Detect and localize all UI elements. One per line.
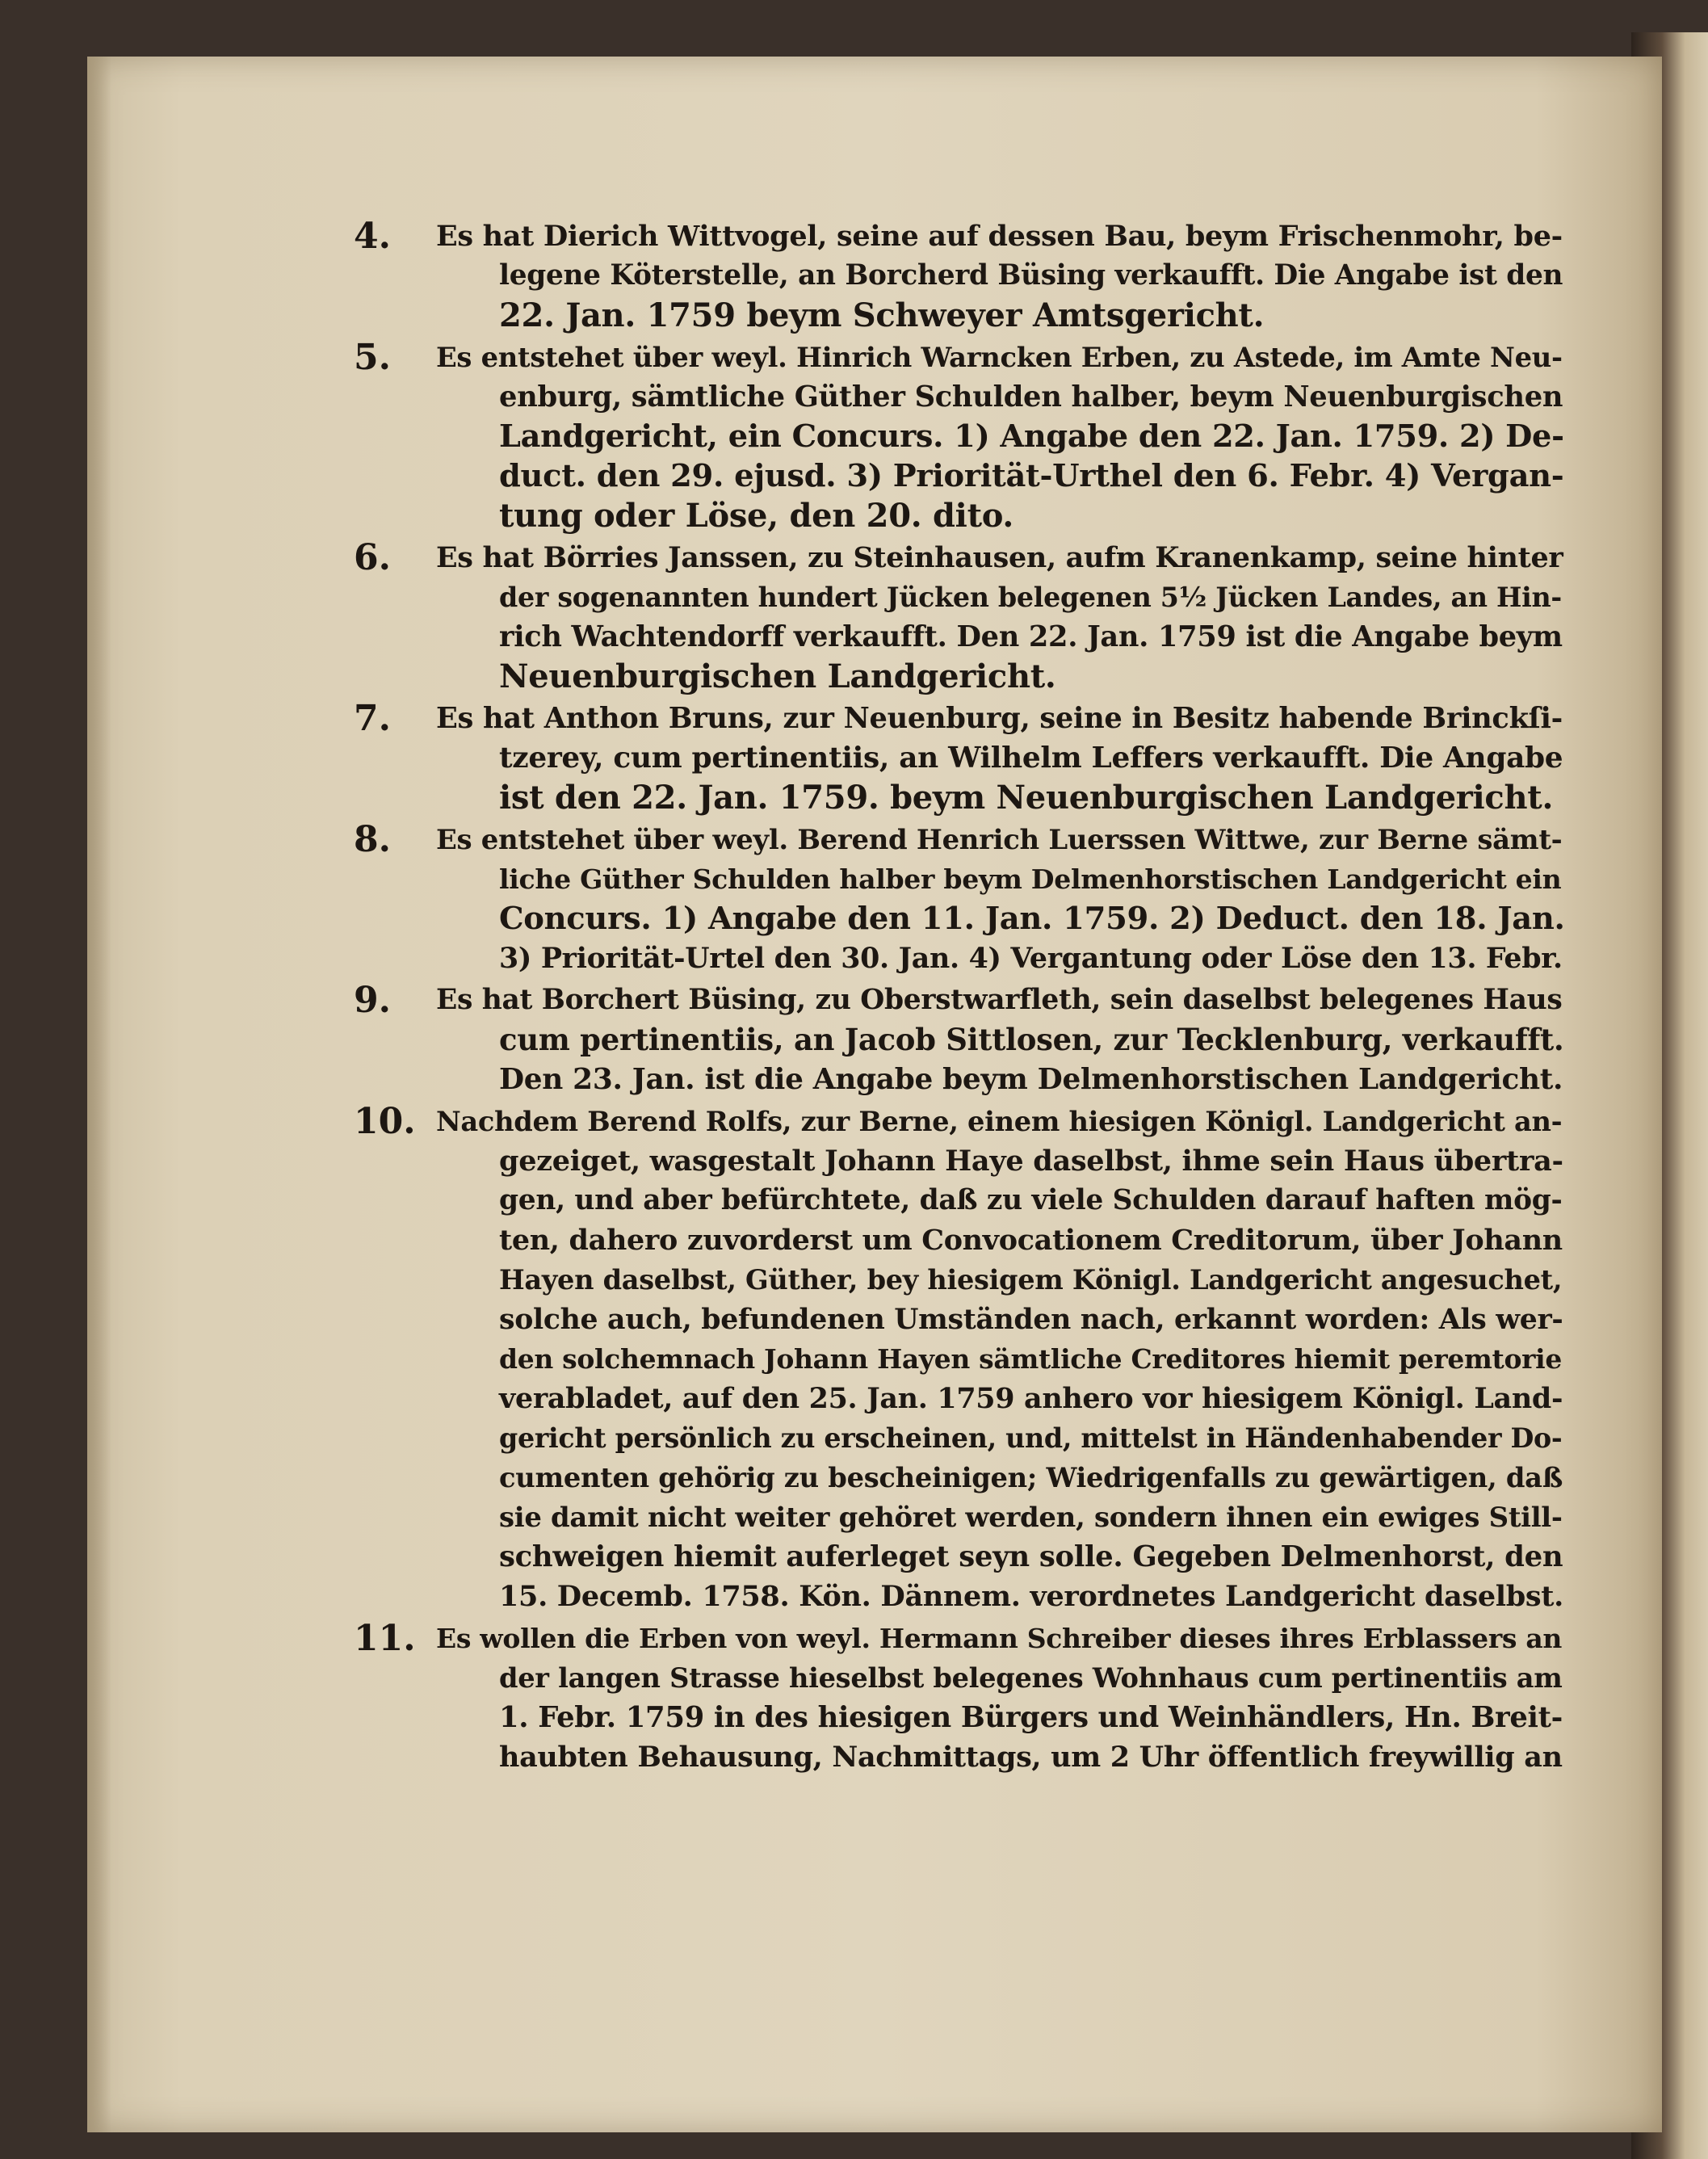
page-edge — [87, 57, 111, 2132]
text-line: legene Köterstelle, an Borcherd Büsing verkaufft. Die Angabe ist den — [499, 259, 1563, 292]
text-line: Es entstehet über weyl. Berend Henrich Luerssen Wittwe, zur Berne sämt- — [436, 823, 1563, 855]
text-line: 3) Priorität-Urtel den 30. Jan. 4) Vergantung oder Löse den 13. Febr. — [499, 942, 1563, 975]
notice-entry — [354, 699, 1565, 817]
entry-number: 5. — [354, 337, 391, 378]
text-line: cum pertinentiis, an Jacob Sittlosen, zur Tecklenburg, verkaufft. — [499, 1022, 1564, 1057]
text-line: solche auch, befundenen Umständen nach, erkannt worden: Als wer- — [499, 1303, 1563, 1336]
text-line: duct. den 29. ejusd. 3) Priorität-Urthel den 6. Febr. 4) Vergan- — [499, 458, 1564, 494]
entry-number: 4. — [354, 216, 391, 257]
text-line: haubten Behausung, Nachmittags, um 2 Uhr öffentlich freywillig an — [499, 1741, 1563, 1774]
text-line: sie damit nicht weiter gehöret werden, sondern ihnen ein ewiges Still- — [499, 1501, 1563, 1533]
text-line: tung oder Löse, den 20. dito. — [499, 497, 1014, 535]
text-line: Es hat Dierich Wittvogel, seine auf dessen Bau, beym Frischenmohr, be- — [436, 220, 1563, 253]
text-line: Nachdem Berend Rolfs, zur Berne, einem hiesigen Königl. Landgericht an- — [436, 1105, 1563, 1137]
text-line: 15. Decemb. 1758. Kön. Dännem. verordnetes Landgericht daselbst. — [499, 1580, 1564, 1613]
text-line: gen, und aber befürchtete, daß zu viele Schulden darauf haften mög- — [499, 1184, 1563, 1216]
text-line: der langen Strasse hieselbst belegenes Wohnhaus cum pertinentiis am — [499, 1661, 1563, 1694]
entry-number: 6. — [354, 537, 391, 578]
entry-number: 10. — [354, 1101, 416, 1142]
text-line: verabladet, auf den 25. Jan. 1759 anhero vor hiesigem Königl. Land- — [499, 1382, 1563, 1415]
notice-entry — [354, 338, 1565, 536]
notice-entry — [354, 216, 1565, 335]
text-line: Es hat Börries Janssen, zu Steinhausen, aufm Kranenkamp, seine hinter — [436, 541, 1563, 574]
notice-entry — [354, 1619, 1565, 1777]
text-line: cumenten gehörig zu bescheinigen; Wiedrigenfalls zu gewärtigen, daß — [499, 1461, 1563, 1493]
text-line: schweigen hiemit auferleget seyn solle. Gegeben Delmenhorst, den — [499, 1540, 1563, 1573]
text-line: Es wollen die Erben von weyl. Hermann Schreiber dieses ihres Erblassers an — [436, 1623, 1563, 1654]
entry-number: 7. — [354, 698, 391, 739]
text-line: 1. Febr. 1759 in des hiesigen Bürgers und Weinhändlers, Hn. Breit- — [499, 1701, 1563, 1734]
text-line: liche Güther Schulden halber beym Delmenhorstischen Landgericht ein — [499, 863, 1562, 895]
text-line: Concurs. 1) Angabe den 11. Jan. 1759. 2) Deduct. den 18. Jan. — [499, 901, 1565, 937]
text-line: den solchemnach Johann Hayen sämtliche Creditores hiemit peremtorie — [499, 1343, 1563, 1375]
text-line: tzerey, cum pertinentiis, an Wilhelm Leffers verkaufft. Die Angabe — [499, 741, 1563, 775]
text-line: Hayen daselbst, Güther, bey hiesigem Königl. Landgericht angesuchet, — [499, 1263, 1563, 1296]
text-line: Landgericht, ein Concurs. 1) Angabe den 22. Jan. 1759. 2) De- — [499, 418, 1564, 455]
text-line: rich Wachtendorff verkaufft. Den 22. Jan. 1759 ist die Angabe beym — [499, 620, 1563, 653]
notice-entry — [354, 538, 1565, 696]
text-line: Neuenburgischen Landgericht. — [499, 657, 1056, 695]
page-text — [354, 216, 1565, 1777]
entry-number: 9. — [354, 980, 391, 1021]
notice-entry — [354, 1102, 1565, 1616]
entry-number: 11. — [354, 1618, 416, 1659]
text-line: enburg, sämtliche Güther Schulden halber, beym Neuenburgischen — [499, 380, 1563, 414]
notice-entry — [354, 820, 1565, 978]
text-line: Es entstehet über weyl. Hinrich Warncken Erben, zu Astede, im Amte Neu- — [436, 341, 1563, 373]
text-line: ten, dahero zuvorderst um Convocationem Creditorum, über Johann — [499, 1224, 1563, 1257]
text-line: 22. Jan. 1759 beym Schweyer Amtsgericht. — [499, 296, 1265, 334]
text-line: Es hat Borchert Büsing, zu Oberstwarfleth, sein daselbst belegenes Haus — [436, 984, 1563, 1016]
text-line: gericht persönlich zu erscheinen, und, mittelst in Händenhabender Do- — [499, 1422, 1563, 1454]
text-line: Den 23. Jan. ist die Angabe beym Delmenhorstischen Landgericht. — [499, 1062, 1563, 1096]
text-line: Es hat Anthon Bruns, zur Neuenburg, seine in Besitz habende Brinckſi- — [436, 702, 1563, 735]
entry-number: 8. — [354, 819, 391, 860]
text-line: der sogenannten hundert Jücken belegenen 5½ Jücken Landes, an Hin- — [499, 582, 1562, 613]
notice-entry — [354, 981, 1565, 1099]
text-line: gezeiget, wasgestalt Johann Haye daselbst, ihme sein Haus übertra- — [499, 1145, 1563, 1178]
text-line: ist den 22. Jan. 1759. beym Neuenburgischen Landgericht. — [499, 779, 1554, 817]
